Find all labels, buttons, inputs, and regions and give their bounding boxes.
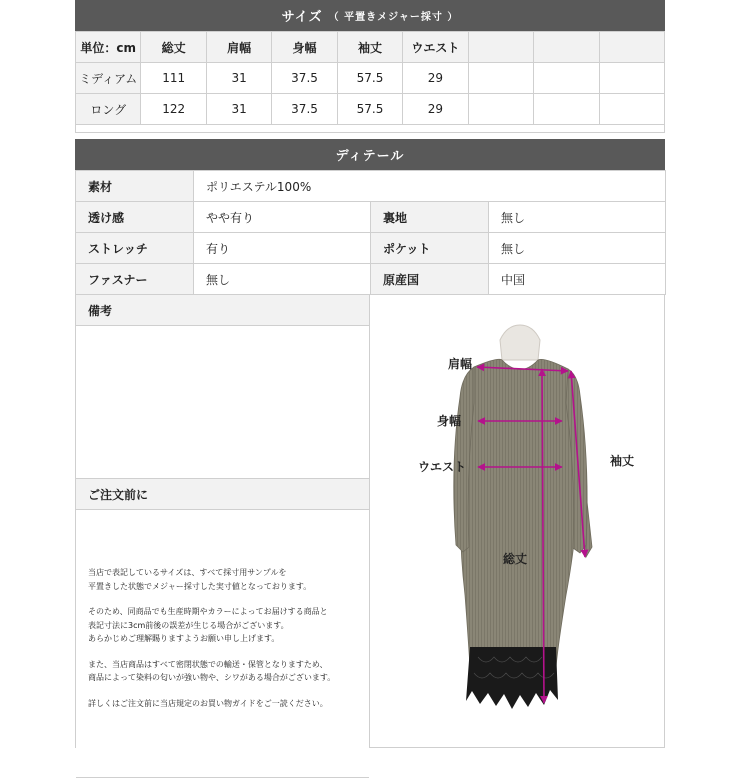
size-cell <box>599 94 665 125</box>
size-table-spacer <box>75 125 665 133</box>
detail-key: ポケット <box>371 233 489 264</box>
size-section-header <box>75 0 665 31</box>
size-cell: 31 <box>206 63 271 94</box>
detail-value: ポリエステル100% <box>194 171 666 202</box>
chest-label: 身幅 <box>437 414 462 428</box>
detail-key: ファスナー <box>76 264 194 295</box>
size-row-label: ロング <box>76 94 141 125</box>
size-cell: 31 <box>206 94 271 125</box>
notes-column <box>75 295 370 748</box>
notes-header: ご注文前に <box>76 479 369 510</box>
detail-key: 裏地 <box>371 202 489 233</box>
detail-key: 原産国 <box>371 264 489 295</box>
size-cell <box>534 63 599 94</box>
memo-header: 備考 <box>76 295 369 326</box>
detail-section-title: ディテール <box>335 149 405 164</box>
size-cell: 29 <box>403 63 468 94</box>
detail-table <box>75 170 666 295</box>
lower-area <box>75 295 665 748</box>
size-table-row <box>76 63 665 94</box>
size-table-header-row <box>76 32 665 63</box>
size-cell <box>599 63 665 94</box>
size-cell <box>468 63 533 94</box>
sleeve-label: 袖丈 <box>610 454 635 468</box>
size-header-cell <box>534 32 599 63</box>
size-table-row <box>76 94 665 125</box>
size-header-cell: 身幅 <box>272 32 337 63</box>
size-header-cell: ウエスト <box>403 32 468 63</box>
size-header-cell <box>468 32 533 63</box>
detail-row <box>76 171 666 202</box>
size-header-cell <box>599 32 665 63</box>
size-section-title: サイズ <box>281 10 323 25</box>
size-cell <box>468 94 533 125</box>
detail-row <box>76 202 666 233</box>
size-row-label: ミディアム <box>76 63 141 94</box>
notes-paragraph: 詳しくはご注文前に当店規定のお買い物ガイドをご一読ください。 <box>88 698 328 708</box>
size-cell: 57.5 <box>337 94 402 125</box>
memo-body <box>76 326 369 479</box>
notes-body <box>76 510 369 778</box>
size-cell: 111 <box>141 63 206 94</box>
size-table <box>75 31 665 125</box>
size-cell: 122 <box>141 94 206 125</box>
detail-key: ストレッチ <box>76 233 194 264</box>
size-header-cell: 総丈 <box>141 32 206 63</box>
notes-paragraph: また、当店商品はすべて密閉状態での輸送・保管となりますため、 商品によって染料の匂いが強い物や、シワがある場合がございます。 <box>88 659 336 682</box>
detail-value: 無し <box>489 202 666 233</box>
size-cell: 37.5 <box>272 63 337 94</box>
size-header-cell: 単位：cm <box>76 32 141 63</box>
detail-value: 中国 <box>489 264 666 295</box>
waist-label: ウエスト <box>418 460 467 474</box>
detail-value: やや有り <box>194 202 371 233</box>
size-section-subtitle: （ 平置きメジャー採寸 ） <box>328 12 459 23</box>
length-label: 総丈 <box>503 552 528 566</box>
size-cell: 57.5 <box>337 63 402 94</box>
detail-row <box>76 233 666 264</box>
size-cell: 37.5 <box>272 94 337 125</box>
detail-section-header <box>75 139 665 170</box>
measurement-diagram <box>370 295 665 748</box>
size-cell <box>534 94 599 125</box>
detail-value: 無し <box>194 264 371 295</box>
detail-value: 有り <box>194 233 371 264</box>
size-header-cell: 袖丈 <box>337 32 402 63</box>
shoulder-label: 肩幅 <box>448 357 473 371</box>
detail-key: 透け感 <box>76 202 194 233</box>
detail-value: 無し <box>489 233 666 264</box>
size-header-cell: 肩幅 <box>206 32 271 63</box>
notes-paragraph: 当店で表記しているサイズは、すべて採寸用サンプルを 平置きした状態でメジャー採寸した実寸値となっております。 <box>88 568 312 591</box>
size-cell: 29 <box>403 94 468 125</box>
notes-paragraph: そのため、同商品でも生産時期やカラーによってお届けする商品と 表記寸法に3cm前後の誤差が生じる場合がございます。 あらかじめご理解賜りますようお願い申し上げます。 <box>88 607 328 643</box>
mannequin-neck <box>500 325 540 360</box>
detail-row <box>76 264 666 295</box>
dress-illustration <box>370 295 665 748</box>
detail-key: 素材 <box>76 171 194 202</box>
